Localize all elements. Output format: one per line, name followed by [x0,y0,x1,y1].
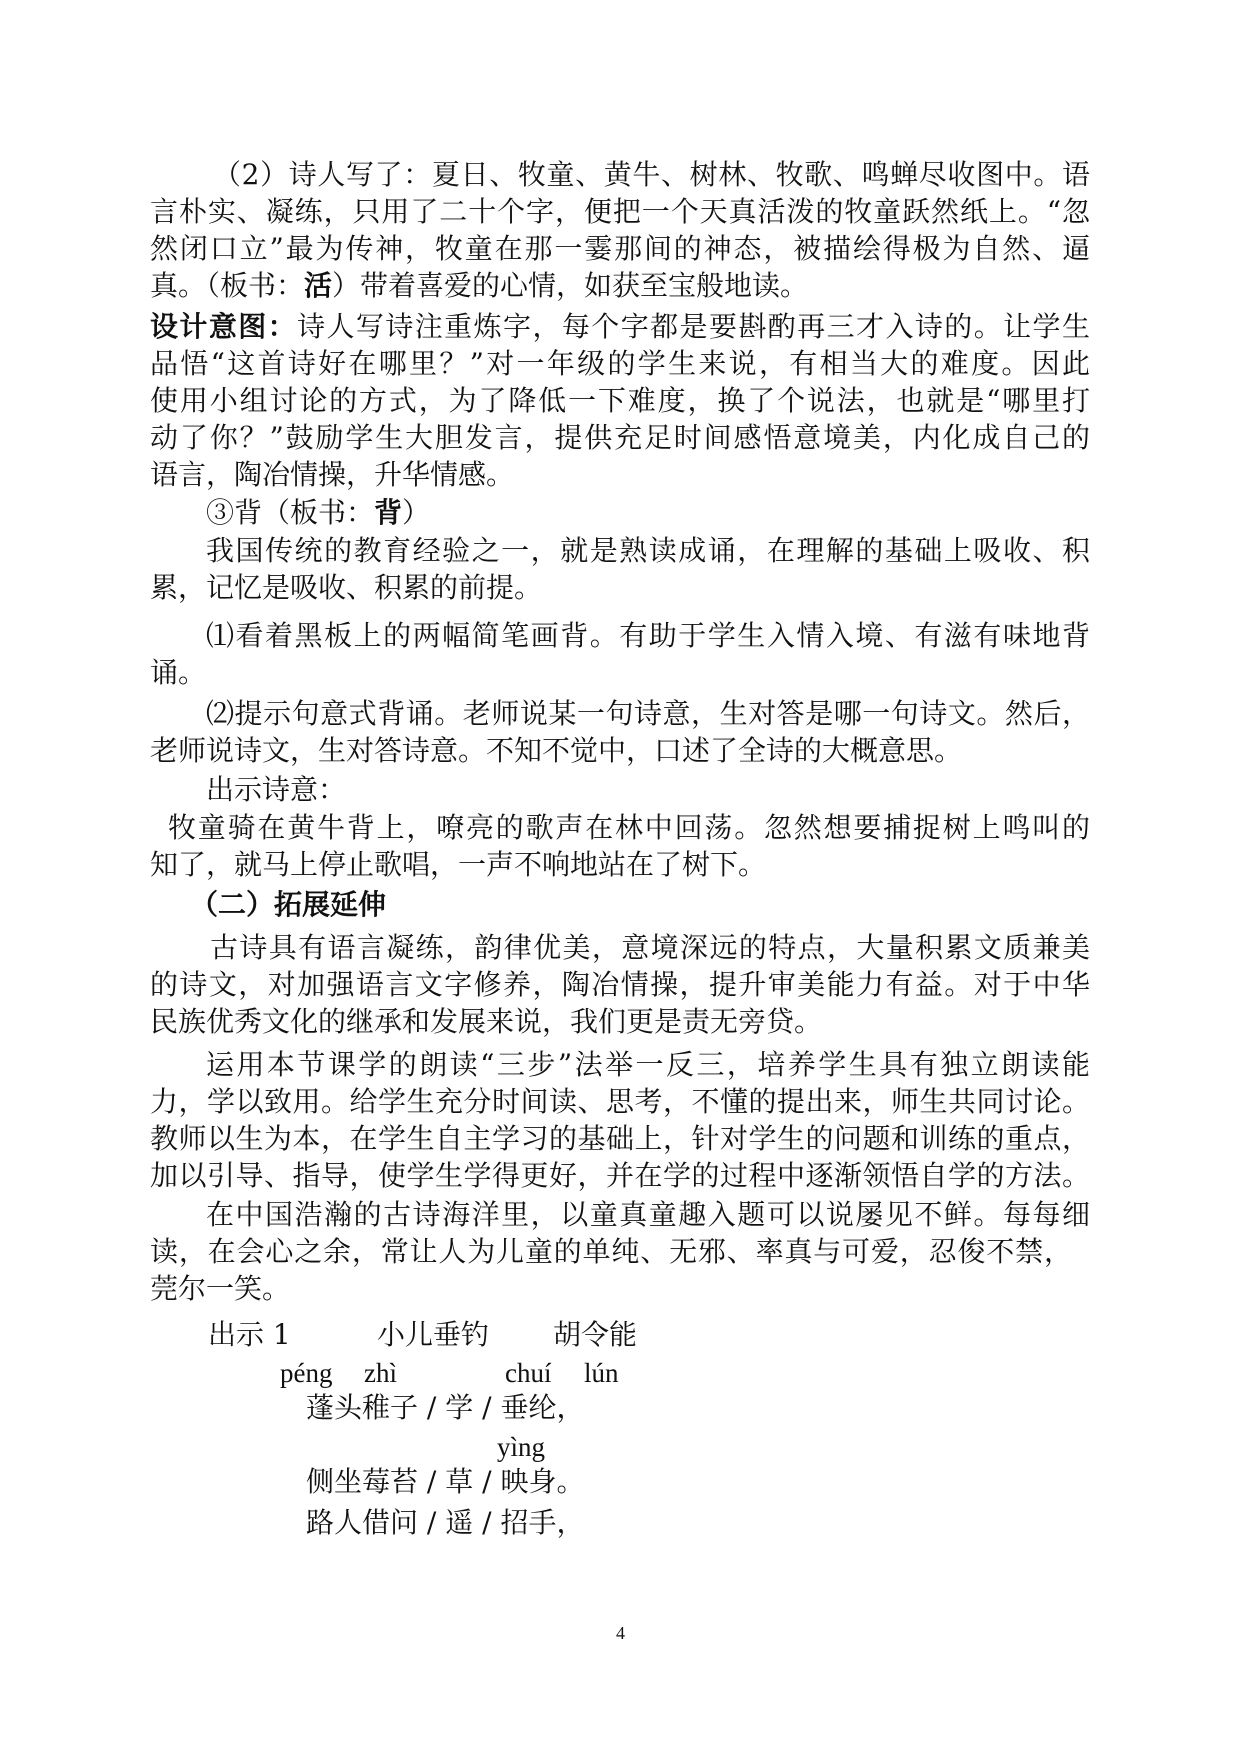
design-first-text: 诗人写诗注重炼字，每个字都是要斟酌再三才入诗的。让学生 [297,310,1090,343]
recite-step1-line-1: ⑴看着黑板上的两幅简笔画背。有助于学生入情入境、有滋有味地背 [206,619,1090,652]
recite-intro-line-1: 我国传统的教育经验之一，就是熟读成诵，在理解的基础上吸收、积 [206,534,1090,567]
design-line-2: 品悟“这首诗好在哪里？”对一年级的学生来说，有相当大的难度。因此 [150,347,1090,380]
poem-line-2: 侧坐莓苔 / 草 / 映身。 [306,1465,585,1498]
pinyin-peng: péng [280,1358,333,1388]
extend-p3-line-2: 读，在会心之余，常让人为儿童的单纯、无邪、率真与可爱，忍俊不禁， [150,1235,1072,1268]
para1-line-3: 然闭口立”最为传神，牧童在那一霎那间的神态，被描绘得极为自然、逼 [150,232,1090,265]
design-line-4: 动了你？”鼓励学生大胆发言，提供充足时间感悟意境美，内化成自己的 [150,421,1090,454]
pinyin-chui: chuí [505,1358,552,1388]
para1-line-2: 言朴实、凝练，只用了二十个字，便把一个天真活泼的牧童跃然纸上。“忽 [150,195,1090,228]
poem-title: 小儿垂钓 [377,1318,490,1351]
pinyin-zhi: zhì [364,1358,397,1388]
para1-line-4-rest: ）带着喜爱的心情，如获至宝般地读。 [332,269,809,302]
show-meaning-label: 出示诗意： [206,773,347,806]
page-number: 4 [616,1623,625,1643]
pinyin-lun: lún [584,1358,619,1388]
section-heading-extension: （二）拓展延伸 [190,888,387,921]
extend-p2-line-4: 加以引导、指导，使学生学得更好，并在学的过程中逐渐领悟自学的方法。 [150,1159,1090,1192]
para1-line-1: （2）诗人写了：夏日、牧童、黄牛、树林、牧歌、鸣蝉尽收图中。语 [213,158,1090,191]
design-line-3: 使用小组讨论的方式，为了降低一下难度，换了个说法，也就是“哪里打 [150,384,1090,417]
recite-step1-line-2: 诵。 [150,656,207,689]
extend-p2-line-1: 运用本节课学的朗读“三步”法举一反三，培养学生具有独立朗读能 [206,1048,1090,1081]
para1-line-4-text: 真。（板书： [150,269,305,302]
recite-heading-close: ） [402,496,431,529]
extend-p1-line-3: 民族优秀文化的继承和发展来说，我们更是责无旁贷。 [150,1005,823,1038]
poem-line-1: 蓬头稚子 / 学 / 垂纶， [306,1391,585,1424]
design-label: 设计意图： [150,310,298,343]
meaning-line-1: 牧童骑在黄牛背上，嘹亮的歌声在林中回荡。忽然想要捕捉树上鸣叫的 [168,811,1090,844]
poem-show-label: 出示 1 [208,1318,291,1351]
recite-step2-line-2: 老师说诗文，生对答诗意。不知不觉中，口述了全诗的大概意思。 [150,734,963,767]
board-note-recite: 背 [374,496,403,529]
poem-author: 胡令能 [553,1318,638,1351]
board-note-live: 活 [304,269,333,302]
extend-p2-line-2: 力，学以致用。给学生充分时间读、思考，不懂的提出来，师生共同讨论。 [150,1085,1090,1118]
extend-p1-line-2: 的诗文，对加强语言文字修养，陶冶情操，提升审美能力有益。对于中华 [150,968,1090,1001]
pinyin-ying: yìng [497,1432,546,1462]
meaning-line-2: 知了，就马上停止歌唱，一声不响地站在了树下。 [150,848,767,881]
recite-heading-text: ③背（板书： [206,496,375,529]
extend-p2-line-3: 教师以生为本，在学生自主学习的基础上，针对学生的问题和训练的重点， [150,1122,1090,1155]
design-line-5: 语言，陶冶情操，升华情感。 [150,458,515,491]
recite-step2-line-1: ⑵提示句意式背诵。老师说某一句诗意，生对答是哪一句诗文。然后， [206,697,1090,730]
poem-line-3: 路人借问 / 遥 / 招手， [306,1506,585,1539]
extend-p3-line-1: 在中国浩瀚的古诗海洋里，以童真童趣入题可以说屡见不鲜。每每细 [206,1198,1090,1231]
extend-p3-line-3: 莞尔一笑。 [150,1272,291,1305]
recite-heading [206,496,430,530]
recite-intro-line-2: 累，记忆是吸收、积累的前提。 [150,571,543,604]
para1-line-4 [150,269,808,303]
design-line-1 [150,310,1090,344]
extend-p1-line-1: 古诗具有语言凝练，韵律优美，意境深远的特点，大量积累文质兼美 [210,931,1090,964]
